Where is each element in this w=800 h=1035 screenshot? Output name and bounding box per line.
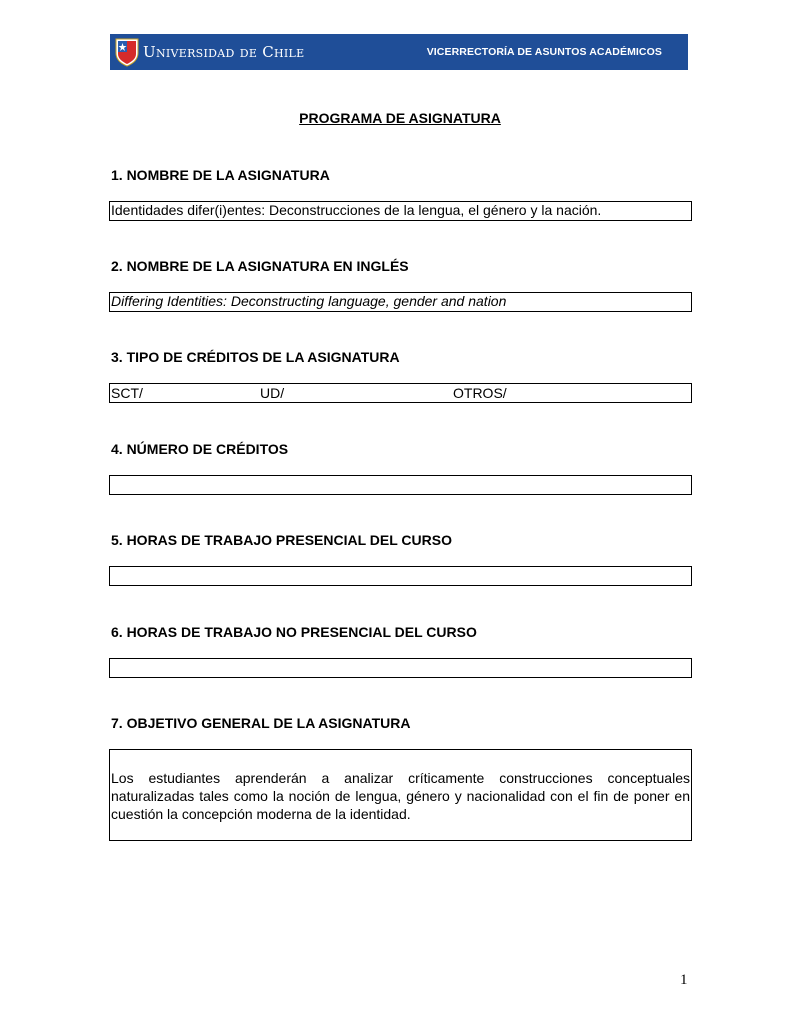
section-1-field — [109, 201, 692, 221]
credits-number-value — [110, 476, 691, 496]
section-4-field — [109, 475, 692, 495]
page-number: 1 — [680, 972, 688, 988]
section-3-field — [109, 383, 692, 403]
section-5-field — [109, 566, 692, 586]
otros-label: OTROS/ — [453, 385, 507, 401]
section-7-field — [109, 749, 692, 841]
section-1-heading: 1. NOMBRE DE LA ASIGNATURA — [111, 167, 330, 183]
section-7-heading: 7. OBJETIVO GENERAL DE LA ASIGNATURA — [111, 715, 411, 731]
non-contact-hours-value — [110, 659, 691, 679]
ud-label: UD/ — [260, 385, 285, 401]
section-3-heading: 3. TIPO DE CRÉDITOS DE LA ASIGNATURA — [111, 349, 400, 365]
course-name-value: Identidades difer(i)entes: Deconstrucciones de la lengua, el género y la nación. — [111, 202, 602, 218]
university-crest-icon — [114, 37, 140, 67]
header-banner — [110, 34, 688, 70]
course-name-english-value: Differing Identities: Deconstructing language, gender and nation — [111, 293, 507, 309]
section-6-field — [109, 658, 692, 678]
contact-hours-value — [110, 567, 691, 587]
section-6-heading: 6. HORAS DE TRABAJO NO PRESENCIAL DEL CURSO — [111, 624, 477, 640]
section-2-heading: 2. NOMBRE DE LA ASIGNATURA EN INGLÉS — [111, 258, 409, 274]
document-title: PROGRAMA DE ASIGNATURA — [299, 110, 501, 126]
section-2-field — [109, 292, 692, 312]
section-5-heading: 5. HORAS DE TRABAJO PRESENCIAL DEL CURSO — [111, 532, 452, 548]
sct-label: SCT/ — [111, 385, 143, 401]
general-objective-value: Los estudiantes aprenderán a analizar críticamente construcciones conceptuales naturalizadas tales como la noción de lengua, género y nacionalidad con el fin de poner en cuestión la concepción moderna de la identidad. — [111, 770, 690, 822]
university-name: Universidad de Chile — [143, 43, 305, 61]
section-4-heading: 4. NÚMERO DE CRÉDITOS — [111, 441, 289, 457]
vicerrectoria-label: VICERRECTORÍA DE ASUNTOS ACADÉMICOS — [426, 46, 662, 58]
